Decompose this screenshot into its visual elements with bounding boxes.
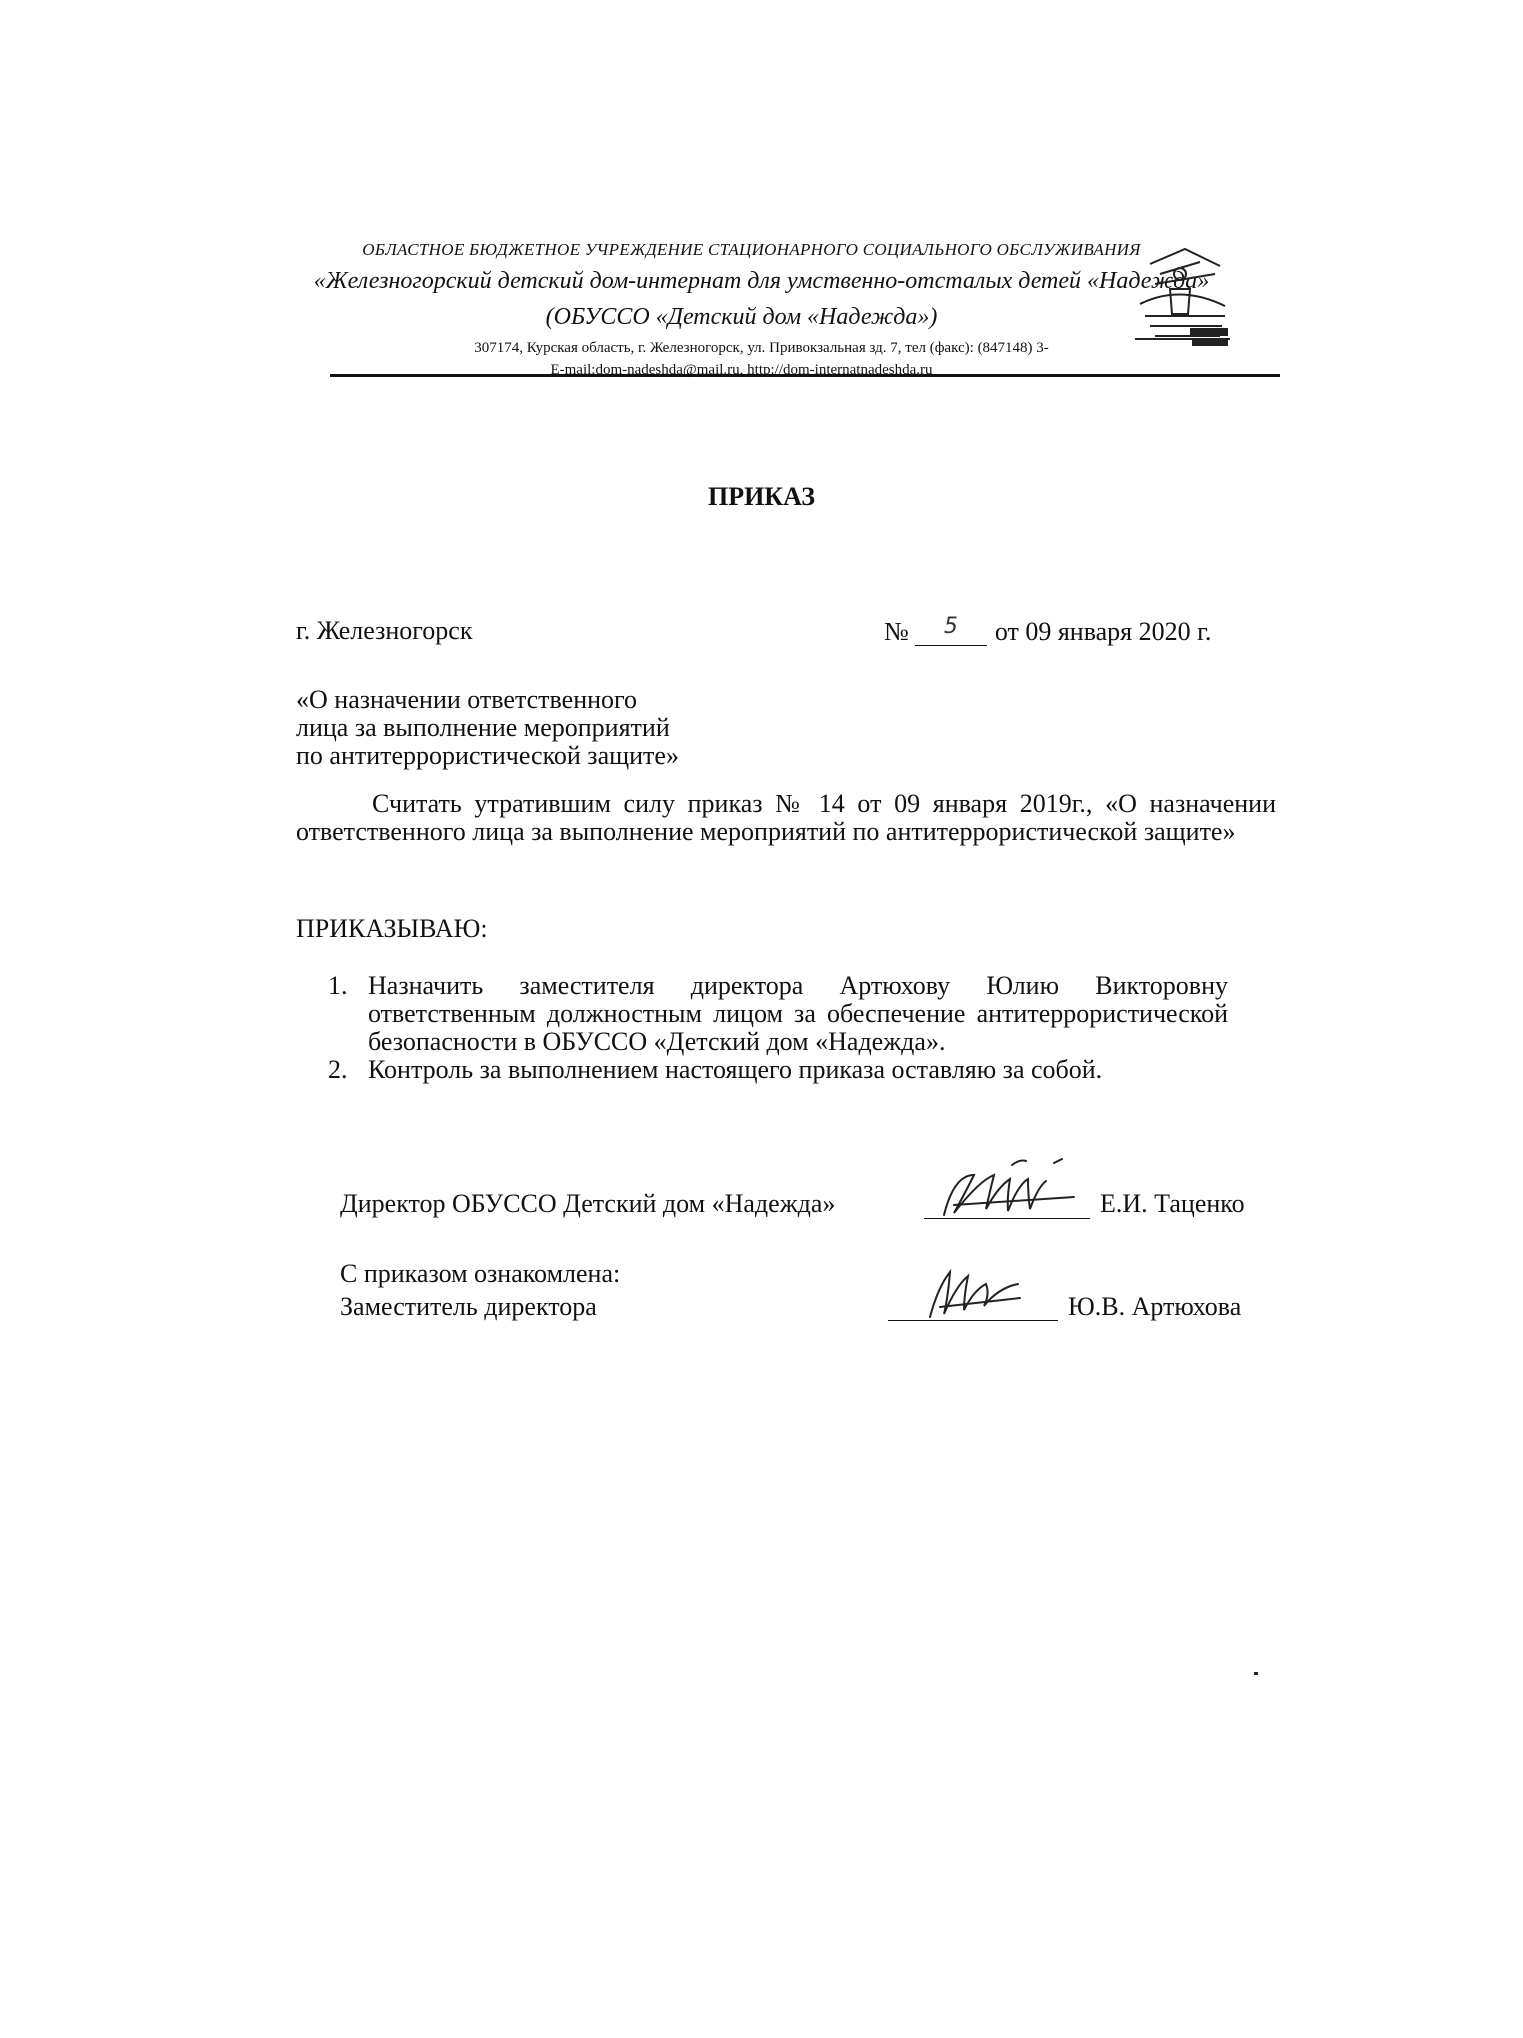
org-address: 307174, Курская область, г. Железногорск, ул. Привокзальная зд. 7, тел (факс): (847148) 3-	[474, 340, 1049, 356]
document-number	[884, 614, 1212, 646]
organization-logo-icon	[1130, 244, 1232, 348]
number-sign: №	[884, 617, 909, 646]
deputy-signature-icon	[900, 1262, 1060, 1322]
document-date: от 09 января 2020 г.	[994, 617, 1212, 646]
document-title: ПРИКАЗ	[707, 482, 816, 511]
director-signature-line	[924, 1218, 1090, 1219]
document-place: г. Железногорск	[296, 616, 473, 645]
org-short-name: (ОБУССО «Детский дом «Надежда»)	[545, 304, 938, 330]
subject-line: «О назначении ответственного	[296, 685, 638, 714]
item-text: Контроль за выполнением настоящего приказа оставляю за собой.	[368, 1055, 1103, 1084]
document-subject	[296, 686, 679, 770]
org-full-name: «Железногорский детский дом-интернат для умственно-отсталых детей «Надежда»	[313, 268, 1210, 294]
deputy-position: Заместитель директора	[340, 1292, 597, 1321]
number-value: 5	[943, 614, 958, 639]
list-item	[328, 1056, 1228, 1084]
director-position: Директор ОБУССО Детский дом «Надежда»	[340, 1189, 836, 1218]
number-field	[915, 614, 987, 646]
director-signature-icon	[924, 1145, 1094, 1225]
body-paragraph	[296, 790, 1276, 846]
item-number: 1.	[328, 971, 348, 1000]
item-number: 2.	[328, 1055, 348, 1084]
scan-speck	[1254, 1672, 1258, 1675]
org-contacts: E-mail:dom-nadeshda@mail.ru, http://dom-internatnadeshda.ru	[550, 362, 933, 378]
acknowledgement-label: С приказом ознакомлена:	[340, 1259, 621, 1288]
deputy-name: Ю.В. Артюхова	[1068, 1292, 1242, 1321]
org-type-line: ОБЛАСТНОЕ БЮДЖЕТНОЕ УЧРЕЖДЕНИЕ СТАЦИОНАРНОГО СОЦИАЛЬНОГО ОБСЛУЖИВАНИЯ	[362, 240, 1141, 259]
subject-line: лица за выполнение мероприятий	[296, 713, 670, 742]
header-divider	[330, 374, 1280, 377]
deputy-signature-line	[888, 1320, 1058, 1321]
director-name: Е.И. Таценко	[1100, 1189, 1245, 1218]
subject-line: по антитеррористической защите»	[296, 741, 679, 770]
order-items	[328, 972, 1228, 1084]
order-word: ПРИКАЗЫВАЮ:	[296, 914, 488, 943]
paragraph-text: Считать утратившим силу приказ № 14 от 09 января 2019г., «О назначении ответственного лица за выполнение мероприятий по антитеррористической защите»	[296, 789, 1276, 846]
item-text: Назначить заместителя директора Артюхову Юлию Викторовну ответственным должностным лицом за обеспечение антитеррористической безопасности в ОБУССО «Детский дом «Надежда».	[368, 971, 1228, 1056]
list-item	[328, 972, 1228, 1056]
